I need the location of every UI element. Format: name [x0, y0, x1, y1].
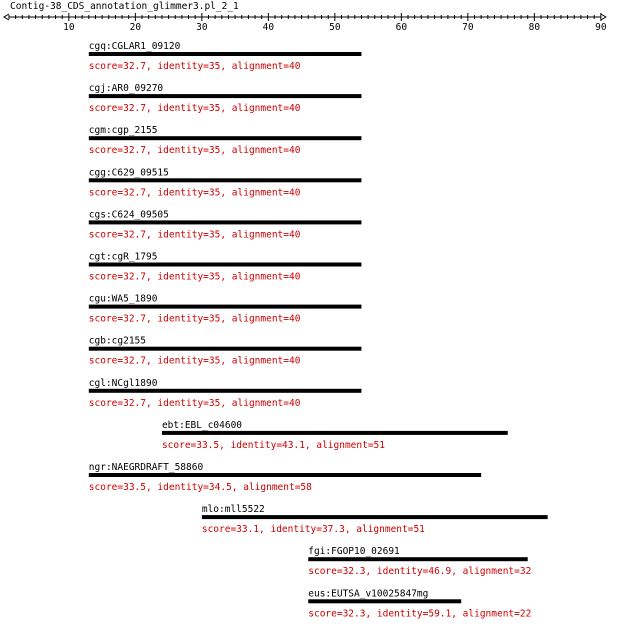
hit-name: fgi:FGOP10_02691: [308, 546, 400, 558]
hit-stats: score=32.7, identity=35, alignment=40: [88, 61, 301, 72]
hit-alignment-bar: [89, 473, 481, 477]
hit-alignment-bar: [89, 263, 362, 267]
hit-stats: score=33.1, identity=37.3, alignment=51: [201, 524, 425, 536]
ruler-left-arrow-icon: [4, 14, 9, 20]
hit-stats: score=32.7, identity=35, alignment=40: [88, 397, 301, 409]
hit-item: [308, 588, 531, 619]
hit-item: [89, 378, 362, 409]
hit-alignment-bar: [89, 220, 362, 224]
hit-name: cgs:C624_09505: [88, 209, 169, 221]
ruler-tick-label: 90: [595, 22, 607, 33]
hit-alignment-bar: [89, 52, 362, 56]
hit-name: cgt:cgR_1795: [88, 251, 158, 263]
hit-alignment-bar: [162, 431, 508, 435]
hit-stats: score=33.5, identity=43.1, alignment=51: [161, 439, 386, 451]
hit-item: [89, 41, 362, 72]
hit-stats: score=32.7, identity=35, alignment=40: [88, 229, 301, 241]
hit-stats: score=32.7, identity=35, alignment=40: [88, 145, 301, 157]
ruler-tick-label: 50: [329, 22, 341, 33]
hit-stats: score=32.7, identity=35, alignment=40: [88, 355, 301, 367]
hit-alignment-bar: [89, 136, 362, 140]
hit-item: [89, 294, 362, 325]
hit-stats: score=33.5, identity=34.5, alignment=58: [88, 482, 312, 493]
hit-name: cgl:NCgl1890: [88, 377, 158, 389]
hit-name: mlo:mll5522: [201, 504, 265, 516]
hit-stats: score=32.3, identity=46.9, alignment=32: [308, 566, 532, 578]
ruler-tick-label: 60: [395, 22, 408, 33]
hit-name: cgg:C629_09515: [88, 167, 169, 179]
ruler-tick-label: 70: [462, 22, 474, 33]
hit-alignment-bar: [89, 347, 362, 351]
hit-name: ngr:NAEGRDRAFT_58860: [88, 462, 204, 473]
hit-item: [89, 209, 362, 240]
hit-stats: score=32.7, identity=35, alignment=40: [88, 271, 301, 283]
hit-item: [89, 125, 362, 156]
hit-item: [89, 167, 362, 198]
hit-name: cgm:cgp_2155: [88, 125, 158, 137]
hit-alignment-bar: [89, 389, 362, 393]
hit-name: cgj:AR0_09270: [88, 83, 164, 95]
ruler-right-arrow-icon: [601, 14, 606, 20]
hit-name: eus:EUTSA_v10025847mg: [308, 588, 429, 600]
hit-stats: score=32.7, identity=35, alignment=40: [88, 103, 301, 115]
hit-item: [89, 83, 362, 114]
hit-item: [89, 462, 481, 493]
hit-name: cgq:CGLAR1_09120: [88, 41, 181, 52]
hit-alignment-bar: [202, 515, 548, 519]
position-ruler: [4, 13, 607, 33]
hit-alignment-bar: [308, 599, 461, 603]
ruler-tick-label: 40: [262, 22, 275, 33]
ruler-tick-label: 30: [196, 22, 208, 33]
hit-name: ebt:EBL_c04600: [161, 419, 243, 431]
hit-list: [89, 41, 548, 619]
hit-name: cgb:cg2155: [88, 335, 147, 347]
hit-stats: score=32.7, identity=35, alignment=40: [88, 313, 301, 325]
hit-item: [89, 252, 362, 283]
hit-stats: score=32.7, identity=35, alignment=40: [88, 187, 301, 199]
hit-name: cgu:WA5_1890: [88, 293, 158, 305]
ruler-tick-label: 80: [528, 22, 541, 33]
hit-alignment-bar: [89, 305, 362, 309]
diagram-title: Contig-38_CDS_annotation_glimmer3.pl_2_1: [10, 1, 239, 12]
hit-item: [162, 420, 508, 451]
ruler-tick-label: 10: [63, 22, 75, 33]
hit-alignment-bar: [89, 178, 362, 182]
hit-alignment-bar: [308, 557, 527, 561]
hit-alignment-bar: [89, 94, 362, 98]
hit-stats: score=32.3, identity=59.1, alignment=22: [308, 608, 532, 620]
hit-item: [308, 546, 531, 577]
ruler-tick-label: 20: [129, 22, 142, 33]
hit-item: [89, 336, 362, 367]
hit-item: [202, 504, 548, 535]
